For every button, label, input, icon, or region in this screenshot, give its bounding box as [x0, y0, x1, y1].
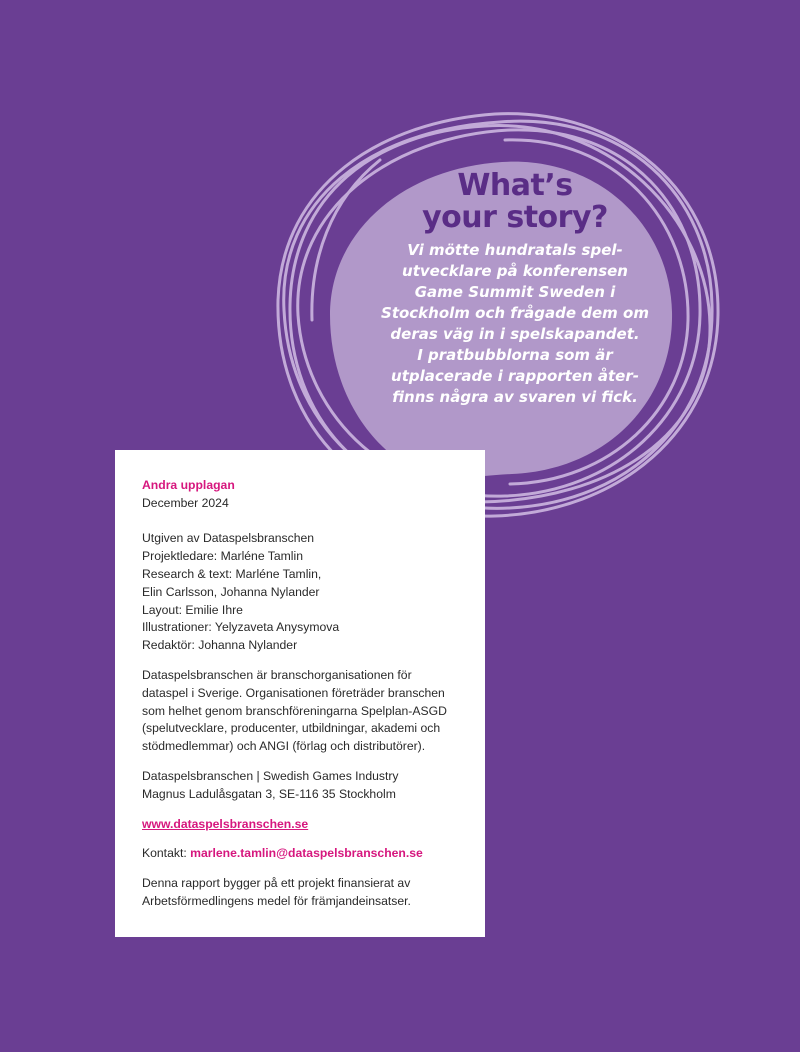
website-link[interactable]: www.dataspelsbranschen.se [142, 816, 309, 831]
headline-line-2: your story? [422, 200, 608, 235]
credit-line: Utgiven av Dataspelsbranschen [142, 531, 315, 546]
about-line: (spelutvecklare, producenter, utbildningar, akademi och [142, 721, 441, 736]
contact-email-link[interactable]: marlene.tamlin@dataspelsbranschen.se [190, 846, 423, 861]
about-line: som helhet genom branschföreningarna Spelplan-ASGD [142, 703, 447, 718]
edition-label: Andra upplagan [142, 478, 235, 492]
credit-line: Illustrationer: Yelyzaveta Anysymova [142, 620, 340, 635]
about-line: Dataspelsbranschen är branschorganisationen för [142, 667, 412, 682]
credit-line: Layout: Emilie Ihre [142, 602, 243, 617]
credit-line: Projektledare: Marléne Tamlin [142, 549, 303, 564]
intro-line: finns några av svaren vi fick. [392, 388, 638, 406]
funding-line: Arbetsförmedlingens medel för främjandeinsatser. [142, 893, 411, 908]
contact-line [142, 845, 461, 863]
intro-line: utvecklare på konferensen [402, 262, 628, 280]
edition-date: December 2024 [142, 495, 229, 510]
intro-text [380, 240, 650, 408]
intro-line: Vi mötte hundratals spel- [407, 241, 623, 259]
headline-line-1: What’s [457, 168, 573, 203]
colophon-card [115, 450, 485, 937]
credit-line: Research & text: Marléne Tamlin, [142, 566, 322, 581]
intro-line: utplacerade i rapporten åter- [391, 367, 639, 385]
intro-line: Stockholm och frågade dem om [381, 304, 649, 322]
funding-line: Denna rapport bygger på ett projekt finansierat av [142, 876, 411, 891]
address-line: Dataspelsbranschen | Swedish Games Industry [142, 768, 399, 783]
intro-line: Game Summit Sweden i [414, 283, 616, 301]
address-line: Magnus Ladulåsgatan 3, SE-116 35 Stockholm [142, 786, 396, 801]
credit-line: Redaktör: Johanna Nylander [142, 638, 298, 653]
credit-line: Elin Carlsson, Johanna Nylander [142, 584, 320, 599]
intro-line: deras väg in i spelskapandet. [390, 325, 640, 343]
intro-line: I pratbubblorna som är [417, 346, 613, 364]
headline [380, 170, 650, 234]
bubble-text-block [380, 170, 650, 408]
about-line: stödmedlemmar) och ANGI (förlag och distributörer). [142, 739, 426, 754]
about-line: dataspel i Sverige. Organisationen företräder branschen [142, 685, 445, 700]
contact-label: Kontakt: [142, 846, 191, 861]
